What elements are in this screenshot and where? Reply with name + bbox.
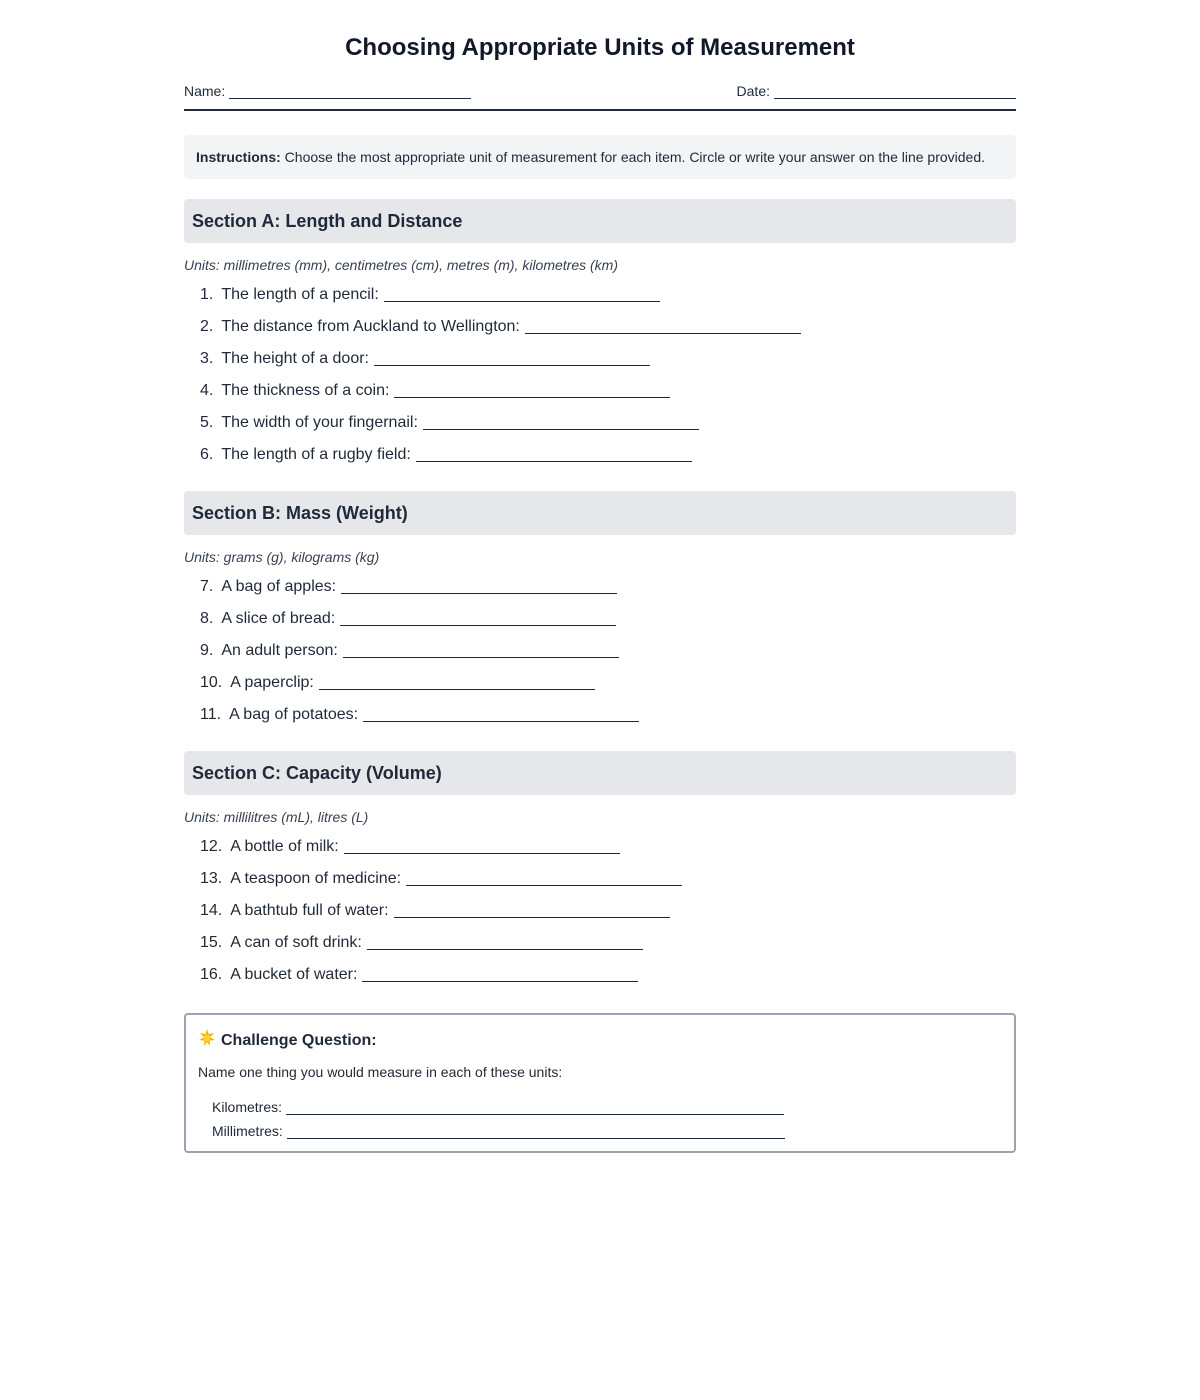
- answer-line[interactable]: [344, 852, 620, 854]
- question-text: A slice of bread:: [221, 610, 336, 627]
- answer-line[interactable]: [394, 916, 670, 918]
- sun-star-icon: [198, 1029, 216, 1053]
- section-c-units: Units: millilitres (mL), litres (L): [184, 809, 369, 825]
- question-item: [200, 311, 1016, 343]
- question-number: 8.: [200, 610, 214, 627]
- student-info-row: [184, 82, 1016, 111]
- challenge-row-millimetres: [212, 1115, 1002, 1139]
- question-number: 12.: [200, 838, 223, 855]
- answer-line[interactable]: [394, 396, 670, 398]
- question-text: A paperclip:: [230, 674, 314, 691]
- section-c-heading: Section C: Capacity (Volume): [184, 751, 1016, 795]
- kilometres-answer-line[interactable]: [286, 1100, 784, 1115]
- question-number: 7.: [200, 578, 214, 595]
- date-input-line[interactable]: [774, 82, 1016, 99]
- answer-line[interactable]: [406, 884, 682, 886]
- answer-line[interactable]: [423, 428, 699, 430]
- date-field: [737, 82, 1016, 99]
- question-item: [200, 407, 1016, 439]
- answer-line[interactable]: [341, 592, 617, 594]
- question-item: [200, 603, 1016, 635]
- question-item: [200, 863, 1016, 895]
- page-title: Choosing Appropriate Units of Measurement: [345, 34, 855, 61]
- instructions-label: Instructions:: [196, 149, 281, 165]
- question-number: 9.: [200, 642, 214, 659]
- kilometres-label: Kilometres:: [212, 1099, 283, 1115]
- question-text: A can of soft drink:: [230, 934, 362, 951]
- answer-line[interactable]: [319, 688, 595, 690]
- challenge-row-kilometres: [212, 1091, 1002, 1115]
- question-text: A teaspoon of medicine:: [230, 870, 402, 887]
- question-number: 13.: [200, 870, 223, 887]
- answer-line[interactable]: [374, 364, 650, 366]
- challenge-title: [198, 1029, 1002, 1053]
- question-text: The thickness of a coin:: [221, 382, 390, 399]
- instructions-box: [184, 135, 1016, 179]
- date-label: Date:: [736, 83, 770, 99]
- instructions-text: Choose the most appropriate unit of measurement for each item. Circle or write your answer on the line provided.: [284, 149, 986, 165]
- question-text: The length of a pencil:: [221, 286, 379, 303]
- question-text: A bag of apples:: [221, 578, 337, 595]
- worksheet: [184, 0, 1016, 1153]
- question-item: [200, 699, 1016, 731]
- question-number: 4.: [200, 382, 214, 399]
- question-number: 16.: [200, 966, 223, 983]
- question-number: 15.: [200, 934, 223, 951]
- question-item: [200, 927, 1016, 959]
- question-number: 6.: [200, 446, 214, 463]
- question-text: A bucket of water:: [230, 966, 358, 983]
- answer-line[interactable]: [362, 980, 638, 982]
- challenge-title-text: Challenge Question:: [221, 1032, 377, 1049]
- question-item: [200, 375, 1016, 407]
- question-text: The height of a door:: [221, 350, 369, 367]
- millimetres-answer-line[interactable]: [287, 1124, 785, 1139]
- question-item: [200, 439, 1016, 471]
- question-text: A bag of potatoes:: [229, 706, 359, 723]
- answer-line[interactable]: [384, 300, 660, 302]
- question-number: 2.: [200, 318, 214, 335]
- question-text: A bathtub full of water:: [230, 902, 389, 919]
- section-c-questions: [184, 831, 1016, 991]
- question-item: [200, 895, 1016, 927]
- question-number: 11.: [200, 706, 222, 723]
- answer-line[interactable]: [340, 624, 616, 626]
- question-number: 1.: [200, 286, 214, 303]
- question-number: 10.: [200, 674, 223, 691]
- question-number: 5.: [200, 414, 214, 431]
- question-item: [200, 667, 1016, 699]
- answer-line[interactable]: [416, 460, 692, 462]
- question-text: A bottle of milk:: [230, 838, 339, 855]
- answer-line[interactable]: [343, 656, 619, 658]
- challenge-box: [184, 1013, 1016, 1153]
- question-item: [200, 343, 1016, 375]
- question-item: [200, 831, 1016, 863]
- answer-line[interactable]: [525, 332, 801, 334]
- question-text: The width of your fingernail:: [221, 414, 418, 431]
- section-a-units: Units: millimetres (mm), centimetres (cm), metres (m), kilometres (km): [184, 257, 619, 273]
- question-text: The distance from Auckland to Wellington:: [221, 318, 520, 335]
- name-label: Name:: [184, 83, 226, 99]
- challenge-prompt: Name one thing you would measure in each of these units:: [198, 1064, 563, 1080]
- section-a-heading: Section A: Length and Distance: [184, 199, 1016, 243]
- section-b-questions: [184, 571, 1016, 731]
- section-b-heading: Section B: Mass (Weight): [184, 491, 1016, 535]
- question-item: [200, 635, 1016, 667]
- answer-line[interactable]: [367, 948, 643, 950]
- millimetres-label: Millimetres:: [212, 1123, 283, 1139]
- question-item: [200, 959, 1016, 991]
- section-a-questions: [184, 279, 1016, 471]
- challenge-lines: [198, 1091, 1002, 1139]
- name-field: [184, 82, 471, 99]
- answer-line[interactable]: [363, 720, 639, 722]
- question-item: [200, 571, 1016, 603]
- section-b-units: Units: grams (g), kilograms (kg): [184, 549, 380, 565]
- name-input-line[interactable]: [229, 82, 471, 99]
- question-item: [200, 279, 1016, 311]
- question-number: 14.: [200, 902, 223, 919]
- question-text: The length of a rugby field:: [221, 446, 411, 463]
- question-text: An adult person:: [221, 642, 338, 659]
- question-number: 3.: [200, 350, 214, 367]
